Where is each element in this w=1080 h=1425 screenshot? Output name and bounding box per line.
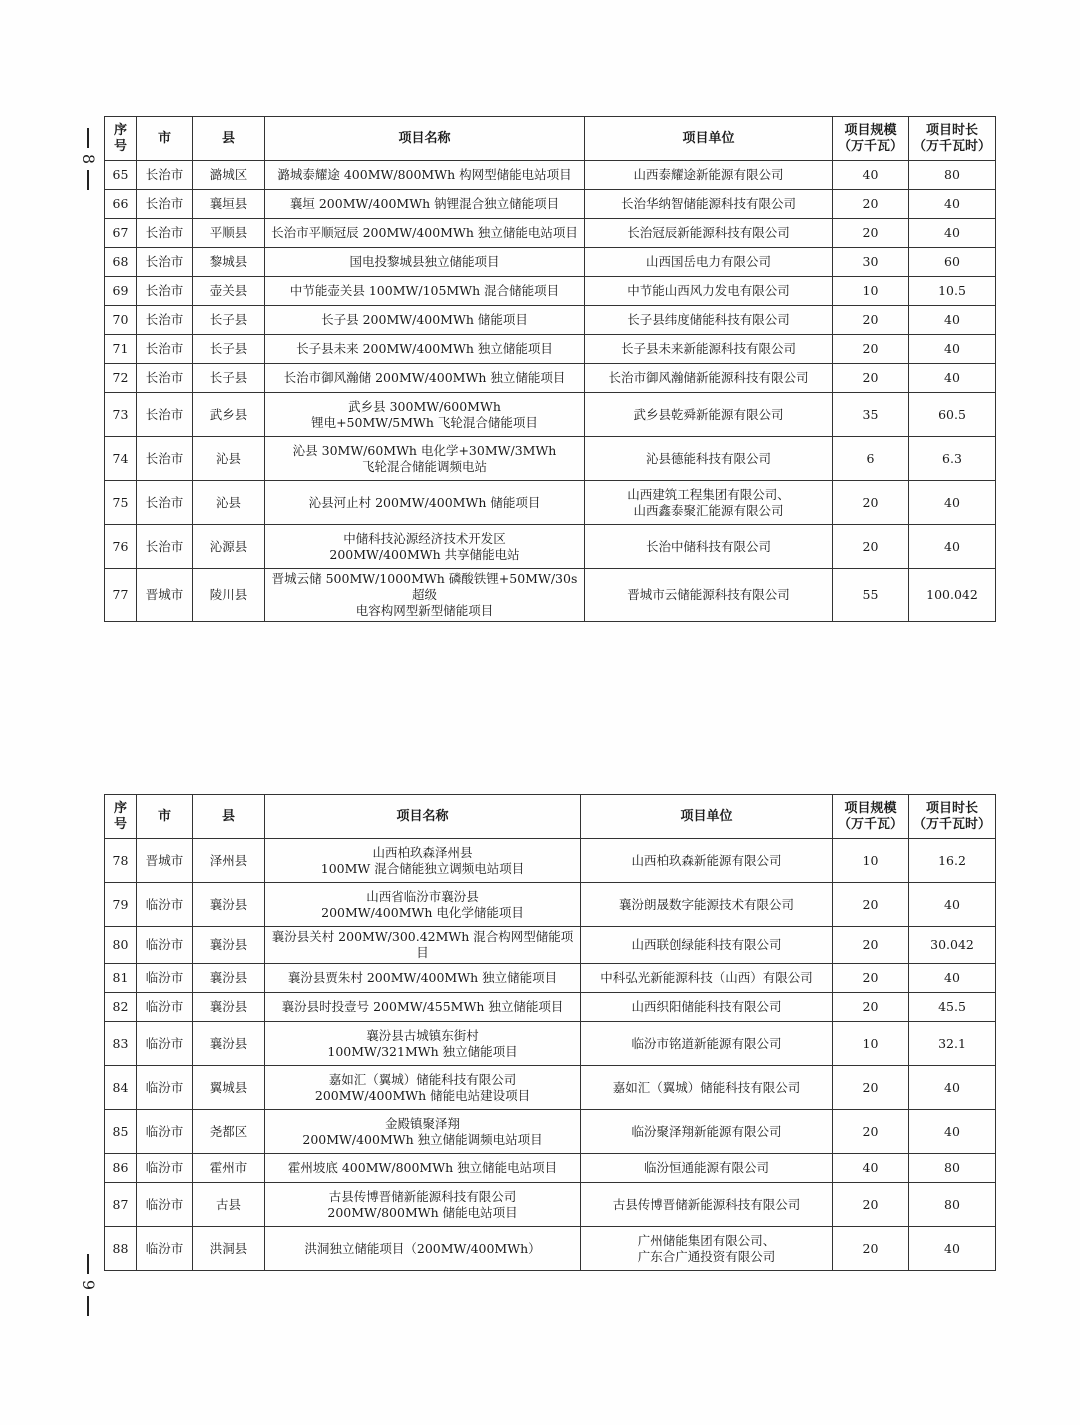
cell-city: 长治市 (137, 306, 193, 335)
table-row (105, 364, 996, 393)
cell-scale: 20 (833, 481, 909, 525)
cell-scale: 20 (833, 993, 909, 1022)
header-seq: 序 号 (105, 117, 137, 161)
project-table-2 (104, 794, 996, 1271)
cell-city: 长治市 (137, 190, 193, 219)
cell-county: 尧都区 (193, 1110, 265, 1154)
cell-seq: 87 (105, 1183, 137, 1227)
cell-county: 襄汾县 (193, 1022, 265, 1066)
cell-name: 晋城云储 500MW/1000MWh 磷酸铁锂+50MW/30s 超级 电容构网型新型储能项目 (265, 569, 585, 622)
table-row (105, 883, 996, 927)
cell-scale: 30 (833, 248, 909, 277)
cell-scale: 20 (833, 1227, 909, 1271)
table-row (105, 964, 996, 993)
cell-name: 沁县 30MW/60MWh 电化学+30MW/3MWh 飞轮混合储能调频电站 (265, 437, 585, 481)
cell-unit: 山西织阳储能科技有限公司 (581, 993, 833, 1022)
cell-name: 金殿镇聚泽翔 200MW/400MWh 独立储能调频电站项目 (265, 1110, 581, 1154)
cell-scale: 40 (833, 161, 909, 190)
table-row (105, 993, 996, 1022)
cell-unit: 临汾恒通能源有限公司 (581, 1154, 833, 1183)
cell-scale: 20 (833, 1110, 909, 1154)
cell-seq: 79 (105, 883, 137, 927)
cell-name: 襄汾县关村 200MW/300.42MWh 混合构网型储能项目 (265, 927, 581, 964)
table-row (105, 1183, 996, 1227)
table-row (105, 277, 996, 306)
cell-county: 黎城县 (193, 248, 265, 277)
header-city: 市 (137, 117, 193, 161)
cell-city: 长治市 (137, 393, 193, 437)
cell-unit: 嘉如汇（翼城）储能科技有限公司 (581, 1066, 833, 1110)
cell-city: 长治市 (137, 364, 193, 393)
cell-county: 翼城县 (193, 1066, 265, 1110)
cell-name: 中节能壶关县 100MW/105MWh 混合储能项目 (265, 277, 585, 306)
table-row (105, 190, 996, 219)
cell-unit: 襄汾朗晟数字能源技术有限公司 (581, 883, 833, 927)
header-unit: 项目单位 (585, 117, 833, 161)
cell-city: 晋城市 (137, 569, 193, 622)
page-number-bottom-digit: 9 (79, 1279, 98, 1291)
table-row (105, 481, 996, 525)
cell-seq: 85 (105, 1110, 137, 1154)
cell-name: 山西省临汾市襄汾县 200MW/400MWh 电化学储能项目 (265, 883, 581, 927)
cell-county: 襄汾县 (193, 927, 265, 964)
cell-unit: 长治市御风瀚储新能源科技有限公司 (585, 364, 833, 393)
table-header-row (105, 795, 996, 839)
cell-city: 长治市 (137, 219, 193, 248)
table-row (105, 525, 996, 569)
project-table-1 (104, 116, 996, 622)
cell-city: 晋城市 (137, 839, 193, 883)
cell-unit: 长治中储科技有限公司 (585, 525, 833, 569)
cell-city: 临汾市 (137, 1022, 193, 1066)
table-1-body (105, 161, 996, 622)
cell-name: 襄汾县贾朱村 200MW/400MWh 独立储能项目 (265, 964, 581, 993)
cell-name: 嘉如汇（翼城）储能科技有限公司 200MW/400MWh 储能电站建设项目 (265, 1066, 581, 1110)
cell-name: 国电投黎城县独立储能项目 (265, 248, 585, 277)
cell-unit: 中科弘光新能源科技（山西）有限公司 (581, 964, 833, 993)
cell-county: 洪洞县 (193, 1227, 265, 1271)
cell-county: 武乡县 (193, 393, 265, 437)
cell-city: 临汾市 (137, 1227, 193, 1271)
cell-duration: 80 (909, 1154, 996, 1183)
cell-unit: 临汾市铭道新能源有限公司 (581, 1022, 833, 1066)
table-row (105, 1227, 996, 1271)
cell-name: 长子县 200MW/400MWh 储能项目 (265, 306, 585, 335)
cell-seq: 83 (105, 1022, 137, 1066)
cell-name: 中储科技沁源经济技术开发区 200MW/400MWh 共享储能电站 (265, 525, 585, 569)
header-county: 县 (193, 117, 265, 161)
cell-duration: 40 (909, 964, 996, 993)
cell-city: 临汾市 (137, 964, 193, 993)
cell-name: 古县传博晋储新能源科技有限公司 200MW/800MWh 储能电站项目 (265, 1183, 581, 1227)
cell-scale: 20 (833, 1183, 909, 1227)
cell-county: 沁县 (193, 481, 265, 525)
cell-seq: 82 (105, 993, 137, 1022)
cell-scale: 35 (833, 393, 909, 437)
cell-unit: 山西国岳电力有限公司 (585, 248, 833, 277)
cell-unit: 古县传博晋储新能源科技有限公司 (581, 1183, 833, 1227)
header-seq: 序 号 (105, 795, 137, 839)
cell-seq: 80 (105, 927, 137, 964)
cell-unit: 山西泰耀途新能源有限公司 (585, 161, 833, 190)
cell-seq: 65 (105, 161, 137, 190)
cell-seq: 81 (105, 964, 137, 993)
cell-duration: 60 (909, 248, 996, 277)
cell-county: 霍州市 (193, 1154, 265, 1183)
cell-scale: 20 (833, 364, 909, 393)
cell-county: 襄汾县 (193, 964, 265, 993)
cell-scale: 20 (833, 525, 909, 569)
cell-name: 潞城泰耀途 400MW/800MWh 构网型储能电站项目 (265, 161, 585, 190)
cell-name: 洪洞独立储能项目（200MW/400MWh） (265, 1227, 581, 1271)
table-row (105, 248, 996, 277)
page-number-bottom (76, 1254, 100, 1316)
cell-scale: 20 (833, 927, 909, 964)
cell-unit: 山西建筑工程集团有限公司、 山西鑫泰聚汇能源有限公司 (585, 481, 833, 525)
cell-unit: 长治华纳智储能源科技有限公司 (585, 190, 833, 219)
table-row (105, 306, 996, 335)
header-scale: 项目规模 （万千瓦） (833, 117, 909, 161)
cell-name: 襄垣 200MW/400MWh 钠锂混合独立储能项目 (265, 190, 585, 219)
cell-duration: 100.042 (909, 569, 996, 622)
cell-county: 潞城区 (193, 161, 265, 190)
cell-scale: 40 (833, 1154, 909, 1183)
cell-unit: 长子县未来新能源科技有限公司 (585, 335, 833, 364)
cell-name: 长治市御风瀚储 200MW/400MWh 独立储能项目 (265, 364, 585, 393)
cell-city: 临汾市 (137, 1066, 193, 1110)
cell-scale: 10 (833, 839, 909, 883)
cell-duration: 40 (909, 1066, 996, 1110)
header-unit: 项目单位 (581, 795, 833, 839)
table-row (105, 437, 996, 481)
header-duration: 项目时长 （万千瓦时） (909, 795, 996, 839)
cell-seq: 74 (105, 437, 137, 481)
cell-duration: 16.2 (909, 839, 996, 883)
cell-unit: 中节能山西风力发电有限公司 (585, 277, 833, 306)
cell-seq: 71 (105, 335, 137, 364)
cell-seq: 88 (105, 1227, 137, 1271)
cell-duration: 40 (909, 364, 996, 393)
cell-name: 武乡县 300MW/600MWh 锂电+50MW/5MWh 飞轮混合储能项目 (265, 393, 585, 437)
table-header-row (105, 117, 996, 161)
cell-duration: 40 (909, 306, 996, 335)
cell-name: 襄汾县古城镇东街村 100MW/321MWh 独立储能项目 (265, 1022, 581, 1066)
cell-seq: 86 (105, 1154, 137, 1183)
cell-county: 沁县 (193, 437, 265, 481)
cell-duration: 40 (909, 481, 996, 525)
cell-seq: 67 (105, 219, 137, 248)
cell-name: 沁县河止村 200MW/400MWh 储能项目 (265, 481, 585, 525)
cell-city: 长治市 (137, 335, 193, 364)
page-number-top (76, 128, 100, 190)
cell-county: 陵川县 (193, 569, 265, 622)
page-number-top-digit: 8 (79, 153, 98, 165)
cell-duration: 80 (909, 1183, 996, 1227)
cell-duration: 40 (909, 219, 996, 248)
table-row (105, 393, 996, 437)
cell-seq: 70 (105, 306, 137, 335)
cell-county: 长子县 (193, 364, 265, 393)
cell-duration: 60.5 (909, 393, 996, 437)
header-scale: 项目规模 （万千瓦） (833, 795, 909, 839)
cell-scale: 10 (833, 1022, 909, 1066)
cell-duration: 80 (909, 161, 996, 190)
cell-name: 长治市平顺冠辰 200MW/400MWh 独立储能电站项目 (265, 219, 585, 248)
cell-scale: 20 (833, 219, 909, 248)
cell-seq: 66 (105, 190, 137, 219)
cell-seq: 72 (105, 364, 137, 393)
cell-county: 沁源县 (193, 525, 265, 569)
cell-city: 临汾市 (137, 927, 193, 964)
header-city: 市 (137, 795, 193, 839)
cell-duration: 40 (909, 1227, 996, 1271)
cell-county: 长子县 (193, 335, 265, 364)
table-row (105, 335, 996, 364)
table-row (105, 219, 996, 248)
cell-unit: 武乡县乾舜新能源有限公司 (585, 393, 833, 437)
cell-city: 长治市 (137, 277, 193, 306)
table-row (105, 839, 996, 883)
cell-seq: 73 (105, 393, 137, 437)
cell-county: 襄汾县 (193, 993, 265, 1022)
cell-unit: 沁县德能科技有限公司 (585, 437, 833, 481)
cell-scale: 20 (833, 190, 909, 219)
cell-county: 长子县 (193, 306, 265, 335)
cell-duration: 40 (909, 335, 996, 364)
cell-city: 长治市 (137, 481, 193, 525)
cell-scale: 20 (833, 335, 909, 364)
header-name: 项目名称 (265, 795, 581, 839)
cell-scale: 10 (833, 277, 909, 306)
cell-seq: 68 (105, 248, 137, 277)
cell-duration: 6.3 (909, 437, 996, 481)
table-row (105, 927, 996, 964)
table-row (105, 161, 996, 190)
cell-duration: 40 (909, 883, 996, 927)
cell-duration: 32.1 (909, 1022, 996, 1066)
cell-city: 临汾市 (137, 883, 193, 927)
cell-duration: 10.5 (909, 277, 996, 306)
cell-seq: 76 (105, 525, 137, 569)
cell-county: 壶关县 (193, 277, 265, 306)
cell-county: 古县 (193, 1183, 265, 1227)
table-2-body (105, 839, 996, 1271)
cell-unit: 广州储能集团有限公司、 广东合广通投资有限公司 (581, 1227, 833, 1271)
cell-city: 临汾市 (137, 1154, 193, 1183)
cell-scale: 55 (833, 569, 909, 622)
table-row (105, 1110, 996, 1154)
cell-duration: 40 (909, 525, 996, 569)
table-row (105, 1066, 996, 1110)
cell-scale: 20 (833, 964, 909, 993)
cell-name: 霍州坡底 400MW/800MWh 独立储能电站项目 (265, 1154, 581, 1183)
cell-name: 襄汾县时投壹号 200MW/455MWh 独立储能项目 (265, 993, 581, 1022)
cell-scale: 6 (833, 437, 909, 481)
cell-city: 长治市 (137, 437, 193, 481)
cell-duration: 40 (909, 1110, 996, 1154)
cell-scale: 20 (833, 1066, 909, 1110)
cell-unit: 山西柏玖森新能源有限公司 (581, 839, 833, 883)
cell-seq: 69 (105, 277, 137, 306)
cell-duration: 30.042 (909, 927, 996, 964)
cell-unit: 山西联创绿能科技有限公司 (581, 927, 833, 964)
cell-name: 山西柏玖森泽州县 100MW 混合储能独立调频电站项目 (265, 839, 581, 883)
cell-city: 临汾市 (137, 1110, 193, 1154)
cell-county: 襄汾县 (193, 883, 265, 927)
header-duration: 项目时长 （万千瓦时） (909, 117, 996, 161)
cell-name: 长子县未来 200MW/400MWh 独立储能项目 (265, 335, 585, 364)
cell-duration: 45.5 (909, 993, 996, 1022)
table-row (105, 569, 996, 622)
cell-scale: 20 (833, 883, 909, 927)
cell-city: 临汾市 (137, 993, 193, 1022)
cell-county: 襄垣县 (193, 190, 265, 219)
cell-city: 长治市 (137, 525, 193, 569)
cell-seq: 78 (105, 839, 137, 883)
cell-city: 长治市 (137, 248, 193, 277)
cell-duration: 40 (909, 190, 996, 219)
table-row (105, 1022, 996, 1066)
cell-seq: 75 (105, 481, 137, 525)
cell-seq: 84 (105, 1066, 137, 1110)
cell-scale: 20 (833, 306, 909, 335)
cell-city: 长治市 (137, 161, 193, 190)
cell-unit: 临汾聚泽翔新能源有限公司 (581, 1110, 833, 1154)
cell-county: 泽州县 (193, 839, 265, 883)
cell-county: 平顺县 (193, 219, 265, 248)
cell-city: 临汾市 (137, 1183, 193, 1227)
table-row (105, 1154, 996, 1183)
cell-unit: 晋城市云储能源科技有限公司 (585, 569, 833, 622)
header-county: 县 (193, 795, 265, 839)
cell-seq: 77 (105, 569, 137, 622)
cell-unit: 长子县纬度储能科技有限公司 (585, 306, 833, 335)
cell-unit: 长治冠辰新能源科技有限公司 (585, 219, 833, 248)
header-name: 项目名称 (265, 117, 585, 161)
